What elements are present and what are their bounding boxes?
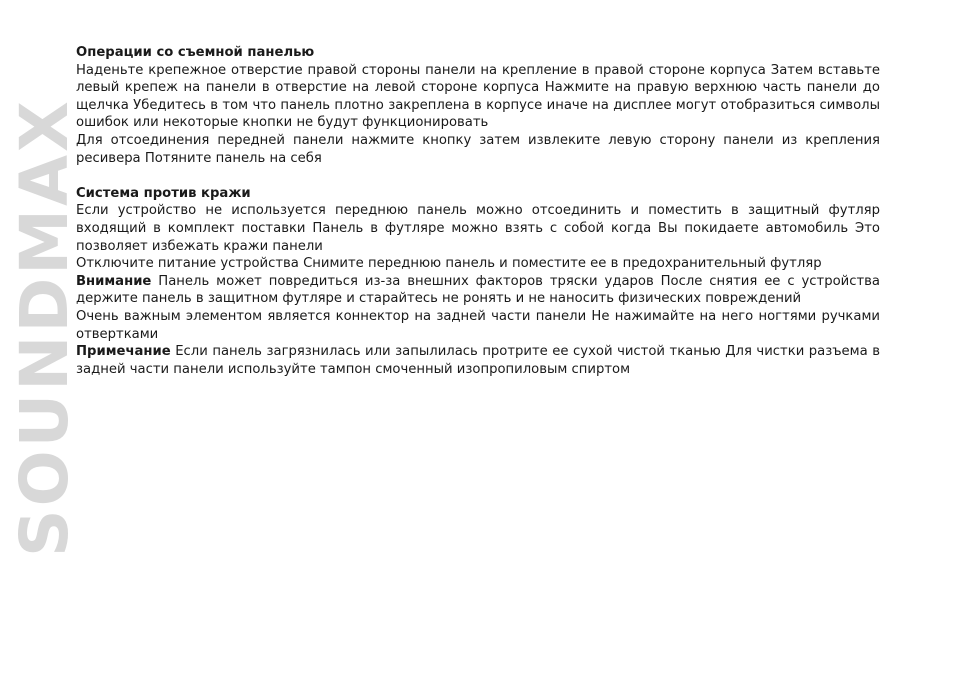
note-text: Если панель загрязнилась или запылилась протрите ее сухой чистой тканью Для чистки разъема в задней части панели используйте тампон смоченный изопропиловым спиртом: [76, 344, 880, 377]
brand-watermark-text: SOUNDMAX: [5, 98, 83, 557]
paragraph-power-off: Отключите питание устройства Снимите переднюю панель и поместите ее в предохранительный футляр: [76, 256, 822, 272]
paragraph-attach-panel: Наденьте крепежное отверстие правой стороны панели на крепление в правой стороне корпуса Затем вставьте левый крепеж на панели в отверстие на левой стороне корпуса Нажмите на правую верхнюю часть панели до щелчка Убедитесь в том что панель плотно закреплена в корпусе иначе на дисплее могут отобразиться символы ошибок или некоторые кнопки не будут функционировать: [76, 62, 880, 131]
warning-label: Внимание: [76, 273, 152, 289]
note-label: Примечание: [76, 344, 171, 360]
paragraph-connector: Очень важным элементом является коннектор на задней части панели Не нажимайте на него ногтями ручками отвертками: [76, 308, 880, 342]
warning-text: Панель может повредиться из-за внешних факторов тряски ударов После снятия ее с устройства держите панель в защитном футляре и старайтесь не ронять и не наносить физических повреждений: [76, 273, 880, 307]
section-title-anti-theft: Система против кражи: [76, 185, 251, 201]
paragraph-warning: [76, 273, 880, 308]
brand-watermark: [5, 40, 83, 615]
paragraph-detach-panel: Для отсоединения передней панели нажмите кнопку затем извлеките левую сторону панели из крепления ресивера Потяните панель на себя: [76, 132, 880, 166]
paragraph-note: [76, 343, 880, 378]
document-body: [76, 44, 880, 378]
paragraph-anti-theft-case: Если устройство не используется переднюю панель можно отсоединить и поместить в защитный футляр входящий в комплект поставки Панель в футляре можно взять с собой когда Вы покидаете автомобиль Это позволяет избежать кражи панели: [76, 203, 880, 254]
section-title-panel-operations: Операции со съемной панелью: [76, 45, 315, 60]
section-gap: [76, 167, 880, 185]
